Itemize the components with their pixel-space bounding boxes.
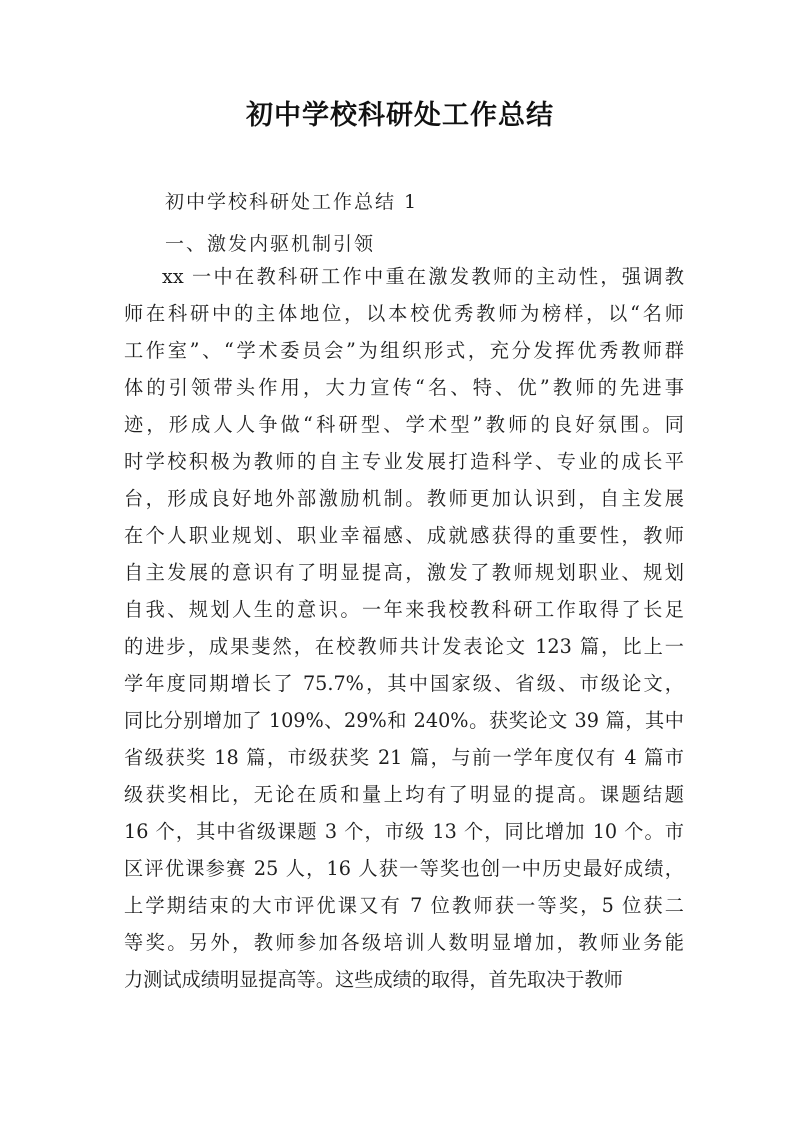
section-heading: 一、激发内驱机制引领 xyxy=(165,233,376,255)
paragraph-line: 在个人职业规划、职业幸福感、成就感获得的重要性，教师 xyxy=(124,524,684,547)
document-subtitle: 初中学校科研处工作总结 1 xyxy=(165,191,419,213)
paragraph-line: 师在科研中的主体地位，以本校优秀教师为榜样，以“名师 xyxy=(124,302,684,325)
paragraph-line: 区评优课参赛 25 人，16 人获一等奖也创一中历史最好成绩， xyxy=(124,857,684,880)
paragraph-line: 迹，形成人人争做“科研型、学术型”教师的良好氛围。同 xyxy=(124,413,684,436)
paragraph-line: 力测试成绩明显提高等。这些成绩的取得，首先取决于教师 xyxy=(124,968,623,991)
body-paragraph xyxy=(124,258,684,998)
paragraph-line: 同比分别增加了 109%、29%和 240%。获奖论文 39 篇，其中 xyxy=(124,709,684,732)
document-title: 初中学校科研处工作总结 xyxy=(246,100,554,131)
paragraph-line: 的进步，成果斐然，在校教师共计发表论文 123 篇，比上一 xyxy=(124,635,684,658)
paragraph-line: 等奖。另外，教师参加各级培训人数明显增加，教师业务能 xyxy=(124,931,684,954)
paragraph-line: 台，形成良好地外部激励机制。教师更加认识到，自主发展 xyxy=(124,487,684,510)
paragraph-line: 16 个，其中省级课题 3 个，市级 13 个，同比增加 10 个。市 xyxy=(124,820,684,843)
paragraph-line: 自我、规划人生的意识。一年来我校教科研工作取得了长足 xyxy=(124,598,684,621)
paragraph-line: 体的引领带头作用，大力宣传“名、特、优”教师的先进事 xyxy=(124,376,684,399)
paragraph-line: xx 一中在教科研工作中重在激发教师的主动性，强调教 xyxy=(162,265,684,288)
paragraph-line: 时学校积极为教师的自主专业发展打造科学、专业的成长平 xyxy=(124,450,684,473)
paragraph-line: 上学期结束的大市评优课又有 7 位教师获一等奖，5 位获二 xyxy=(124,894,684,917)
paragraph-line: 自主发展的意识有了明显提高，激发了教师规划职业、规划 xyxy=(124,561,684,584)
paragraph-line: 学年度同期增长了 75.7%，其中国家级、省级、市级论文， xyxy=(124,672,684,695)
paragraph-line: 省级获奖 18 篇，市级获奖 21 篇，与前一学年度仅有 4 篇市 xyxy=(124,746,684,769)
paragraph-line: 级获奖相比，无论在质和量上均有了明显的提高。课题结题 xyxy=(124,783,684,806)
paragraph-line: 工作室”、“学术委员会”为组织形式，充分发挥优秀教师群 xyxy=(124,339,684,362)
